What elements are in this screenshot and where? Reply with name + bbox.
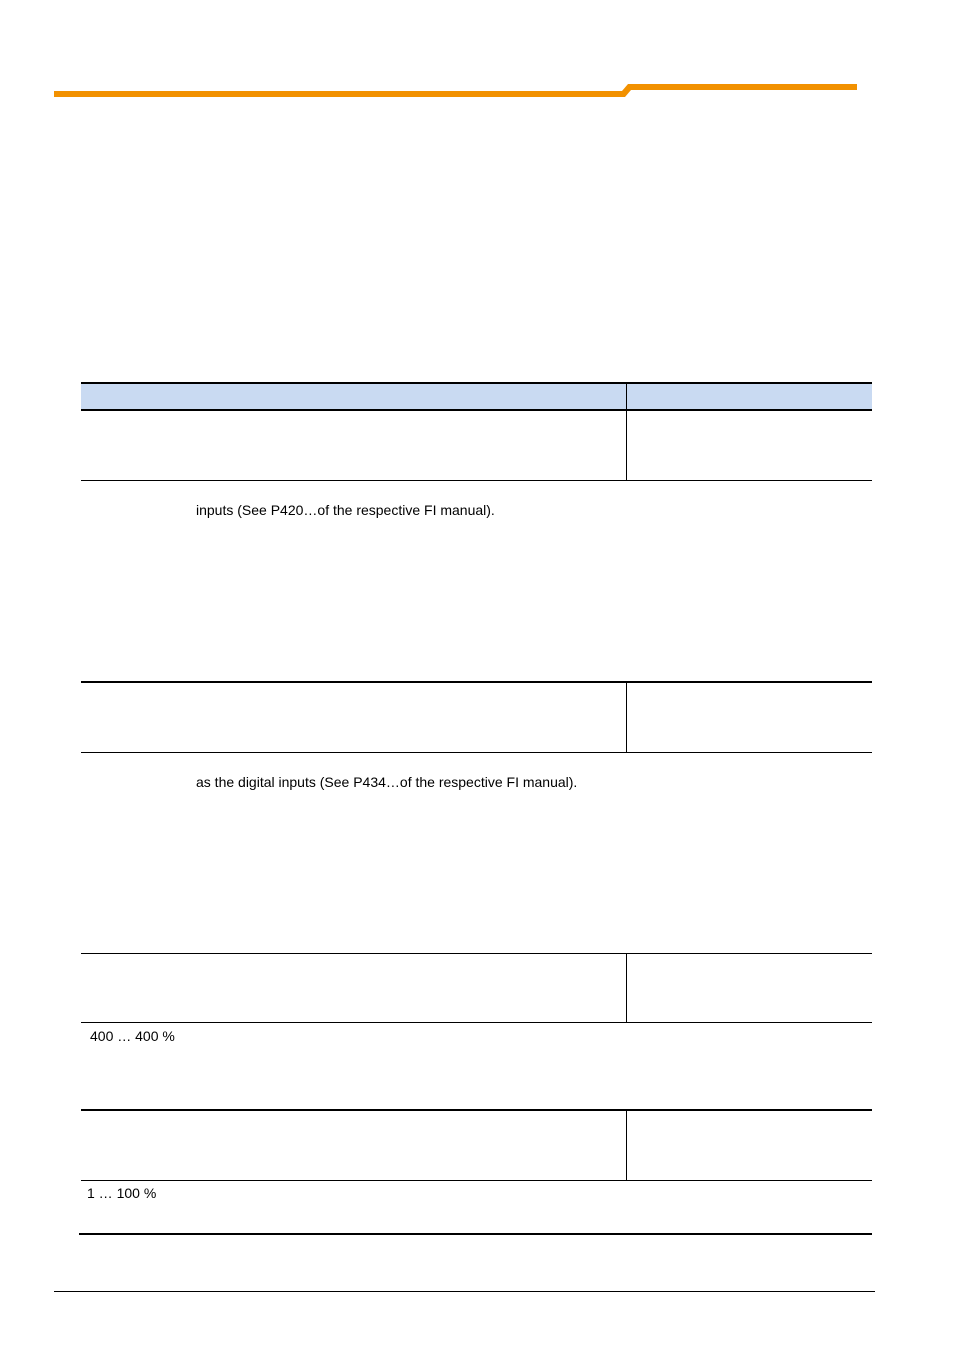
table-rule bbox=[81, 382, 872, 384]
parameter-description: as the digital inputs (See P434…of the respective FI manual). bbox=[196, 774, 578, 790]
table-rule bbox=[81, 480, 872, 481]
header-accent-shape bbox=[54, 84, 857, 97]
parameter-range: 400 … 400 % bbox=[90, 1028, 175, 1044]
table-rule bbox=[81, 752, 872, 753]
table-column-divider bbox=[626, 383, 627, 480]
table-rule bbox=[81, 409, 872, 411]
table-rule bbox=[81, 1180, 872, 1181]
table-rule bbox=[81, 953, 872, 954]
parameter-description: inputs (See P420…of the respective FI manual). bbox=[196, 502, 495, 518]
table-rule bbox=[79, 1233, 872, 1235]
parameter-range: 1 … 100 % bbox=[87, 1185, 157, 1201]
table-column-divider bbox=[626, 682, 627, 752]
footer-rule bbox=[54, 1291, 875, 1292]
header-accent-bar bbox=[0, 0, 954, 110]
table-header-row bbox=[81, 383, 872, 409]
table-rule bbox=[81, 1109, 872, 1111]
table-column-divider bbox=[626, 953, 627, 1022]
table-column-divider bbox=[626, 1110, 627, 1180]
table-rule bbox=[81, 681, 872, 683]
table-rule bbox=[81, 1022, 872, 1023]
